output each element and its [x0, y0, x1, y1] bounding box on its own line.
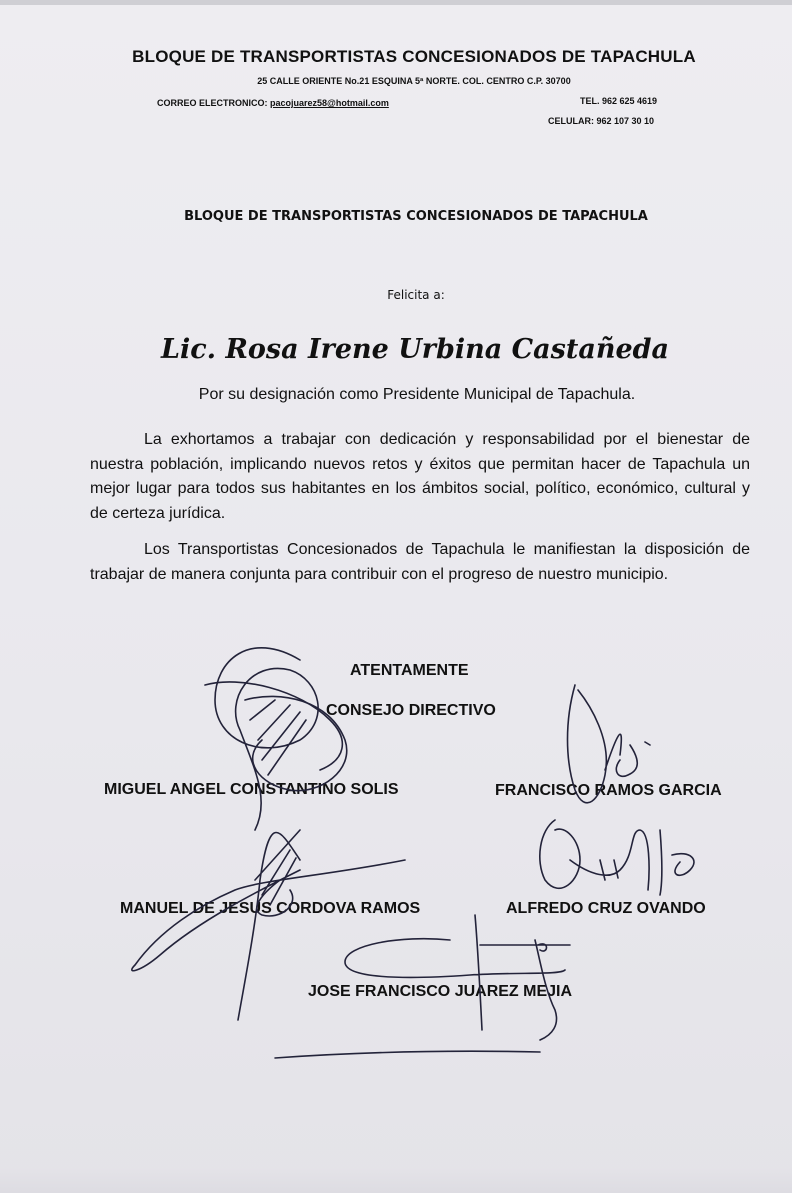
email-label: CORREO ELECTRONICO: — [157, 98, 268, 108]
email-link[interactable]: pacojuarez58@hotmail.com — [270, 98, 389, 108]
scan-bottom-edge — [0, 1168, 792, 1193]
letter-subtitle: BLOQUE DE TRANSPORTISTAS CONCESIONADOS DE TAPACHULA — [184, 209, 648, 224]
board-title: CONSEJO DIRECTIVO — [326, 702, 496, 719]
greeting: Felicita a: — [387, 288, 445, 302]
closing-text: ATENTAMENTE — [350, 662, 469, 679]
letterhead-cellphone: CELULAR: 962 107 30 10 — [548, 116, 655, 126]
letterhead-title: BLOQUE DE TRANSPORTISTAS CONCESIONADOS DE TAPACHULA — [132, 47, 696, 66]
signatory-name: JOSE FRANCISCO JUAREZ MEJIA — [308, 983, 573, 1000]
letterhead-phone: TEL. 962 625 4619 — [580, 96, 658, 106]
body-paragraph-2: Los Transportistas Concesionados de Tapachula le manifiestan la disposición de trabajar de manera conjunta para contribuir con el progreso de nuestro municipio. — [90, 541, 750, 583]
signatory-name: FRANCISCO RAMOS GARCIA — [495, 782, 722, 799]
letterhead-email — [157, 98, 389, 108]
designation-reason: Por su designación como Presidente Municipal de Tapachula. — [198, 386, 636, 403]
letterhead-address: 25 CALLE ORIENTE No.21 ESQUINA 5ª NORTE. COL. CENTRO C.P. 30700 — [257, 76, 571, 86]
signatory-name: MANUEL DE JESUS CORDOVA RAMOS — [120, 900, 421, 917]
body-paragraph-1: La exhortamos a trabajar con dedicación y responsabilidad por el bienestar de nuestra población, implicando nuevos retos y éxitos que permitan hacer de Tapachula un mejor lugar para todos sus habitantes en los ámbitos social, político, económico, cultural y de certeza jurídica. — [90, 431, 750, 522]
recipient-name: Lic. Rosa Irene Urbina Castañeda — [160, 334, 670, 365]
scan-top-edge — [0, 0, 792, 5]
signatory-name: ALFREDO CRUZ OVANDO — [506, 900, 706, 917]
signatory-name: MIGUEL ANGEL CONSTANTINO SOLIS — [104, 781, 399, 798]
